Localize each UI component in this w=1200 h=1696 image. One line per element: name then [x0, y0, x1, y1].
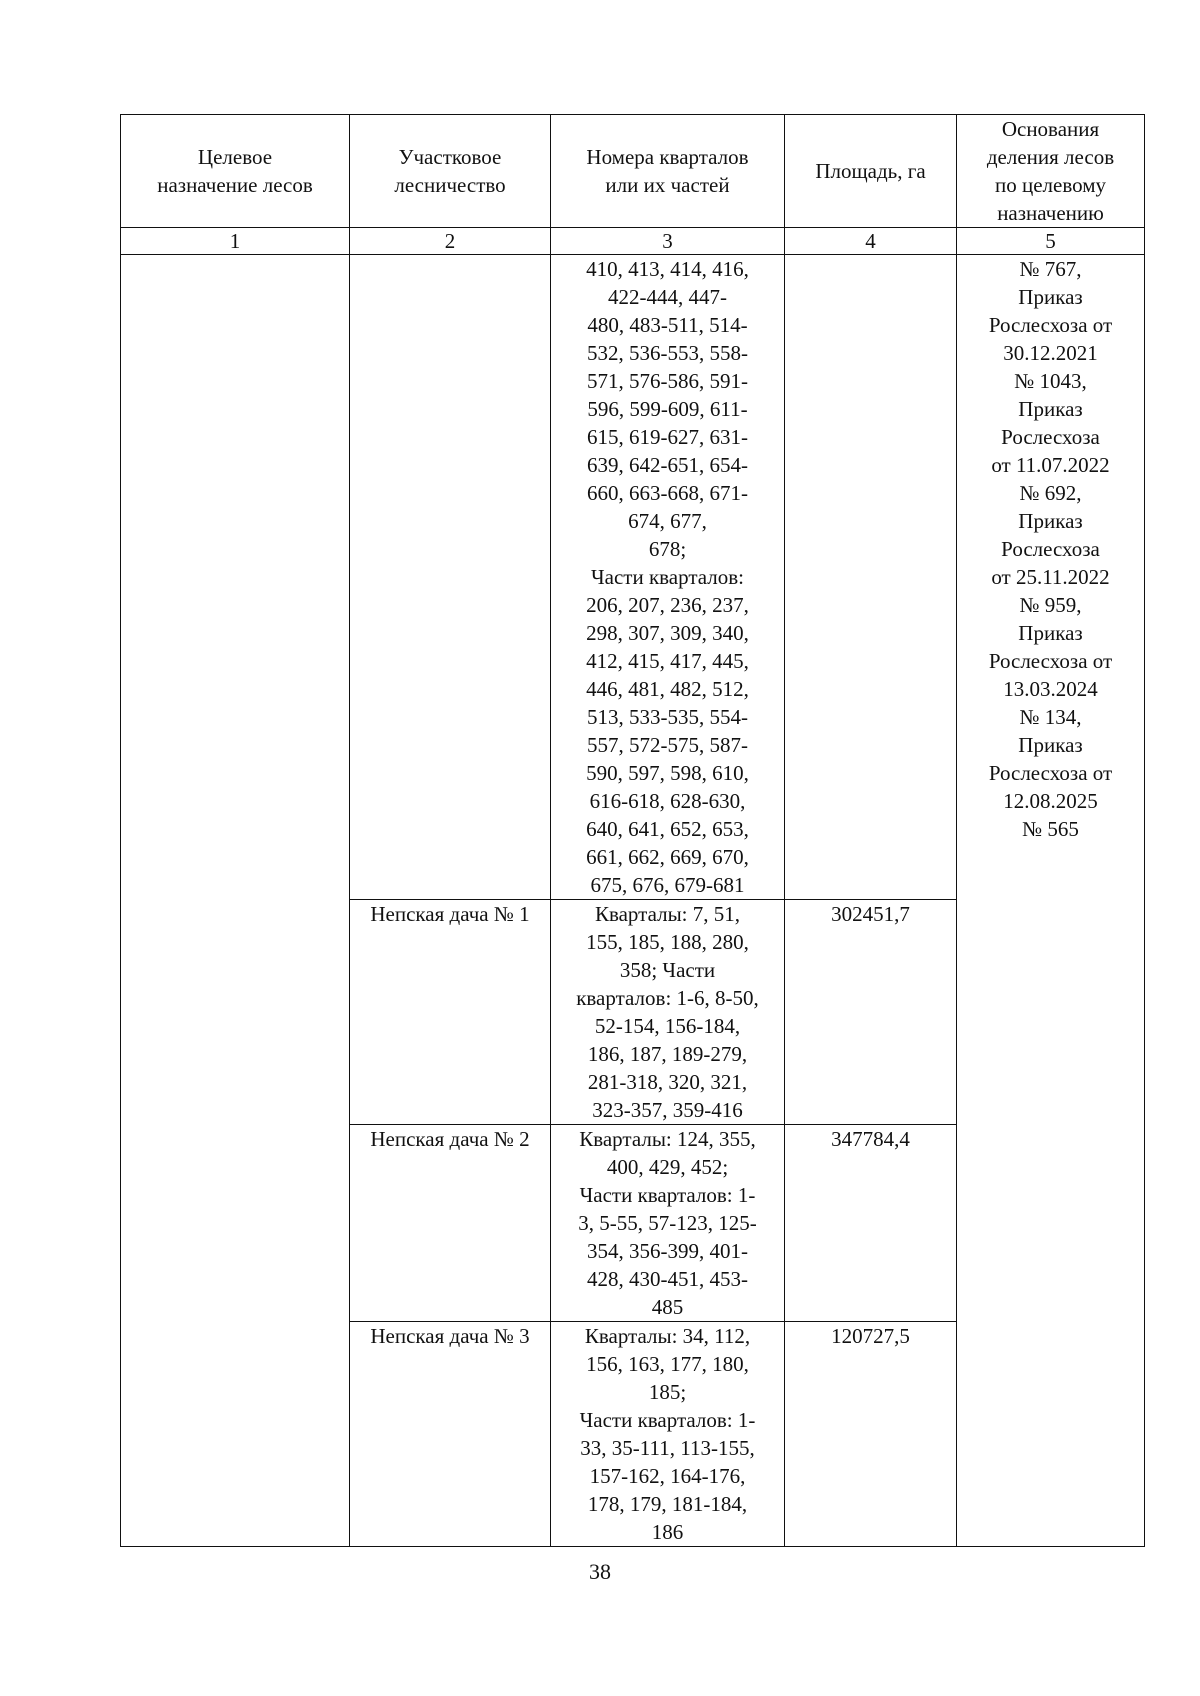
area-cell: 347784,4 [785, 1125, 957, 1322]
basis-cell: № 767, Приказ Рослесхоза от 30.12.2021 № 1043, Приказ Рослесхоза от 11.07.2022 № 692, Приказ Рослесхоза от 25.11.2022 № 959, Приказ Рослесхоза от 13.03.2024 № 134, Приказ Рослесхоза от 12.08.2025 № 565 [957, 255, 1145, 1547]
district-cell: Непская дача № 3 [350, 1322, 551, 1547]
header-quarters: Номера кварталов или их частей [551, 115, 785, 228]
district-cell: Непская дача № 2 [350, 1125, 551, 1322]
quarters-cell: Кварталы: 7, 51, 155, 185, 188, 280, 358; Части кварталов: 1-6, 8-50, 52-154, 156-184, 186, 187, 189-279, 281-318, 320, 321, 323-357, 359-416 [551, 900, 785, 1125]
quarters-cell: 410, 413, 414, 416, 422-444, 447- 480, 483-511, 514- 532, 536-553, 558- 571, 576-586, 591- 596, 599-609, 611- 615, 619-627, 631- 639, 642-651, 654- 660, 663-668, 671- 674, 677, 678; Части кварталов: 206, 207, 236, 237, 298, 307, 309, 340, 412, 415, 417, 445, 446, 481, 482, 512, 513, 533-535, 554- 557, 572-575, 587- 590, 597, 598, 610, 616-618, 628-630, 640, 641, 652, 653, 661, 662, 669, 670, 675, 676, 679-681 [551, 255, 785, 900]
forest-purpose-table [120, 114, 1145, 1547]
column-number-1: 1 [121, 228, 350, 255]
area-cell [785, 255, 957, 900]
header-district: Участковое лесничество [350, 115, 551, 228]
column-number-2: 2 [350, 228, 551, 255]
header-purpose: Целевое назначение лесов [121, 115, 350, 228]
header-basis: Основания деления лесов по целевому назначению [957, 115, 1145, 228]
column-number-4: 4 [785, 228, 957, 255]
area-cell: 302451,7 [785, 900, 957, 1125]
header-area: Площадь, га [785, 115, 957, 228]
header-row [121, 115, 1145, 228]
column-number-5: 5 [957, 228, 1145, 255]
quarters-cell: Кварталы: 124, 355, 400, 429, 452; Части кварталов: 1- 3, 5-55, 57-123, 125- 354, 356-399, 401- 428, 430-451, 453- 485 [551, 1125, 785, 1322]
quarters-cell: Кварталы: 34, 112, 156, 163, 177, 180, 185; Части кварталов: 1- 33, 35-111, 113-155, 157-162, 164-176, 178, 179, 181-184, 186 [551, 1322, 785, 1547]
area-cell: 120727,5 [785, 1322, 957, 1547]
column-number-row [121, 228, 1145, 255]
page-number: 38 [589, 1559, 611, 1584]
column-number-3: 3 [551, 228, 785, 255]
purpose-cell [121, 255, 350, 1547]
district-cell [350, 255, 551, 900]
district-cell: Непская дача № 1 [350, 900, 551, 1125]
table-row [121, 255, 1145, 900]
